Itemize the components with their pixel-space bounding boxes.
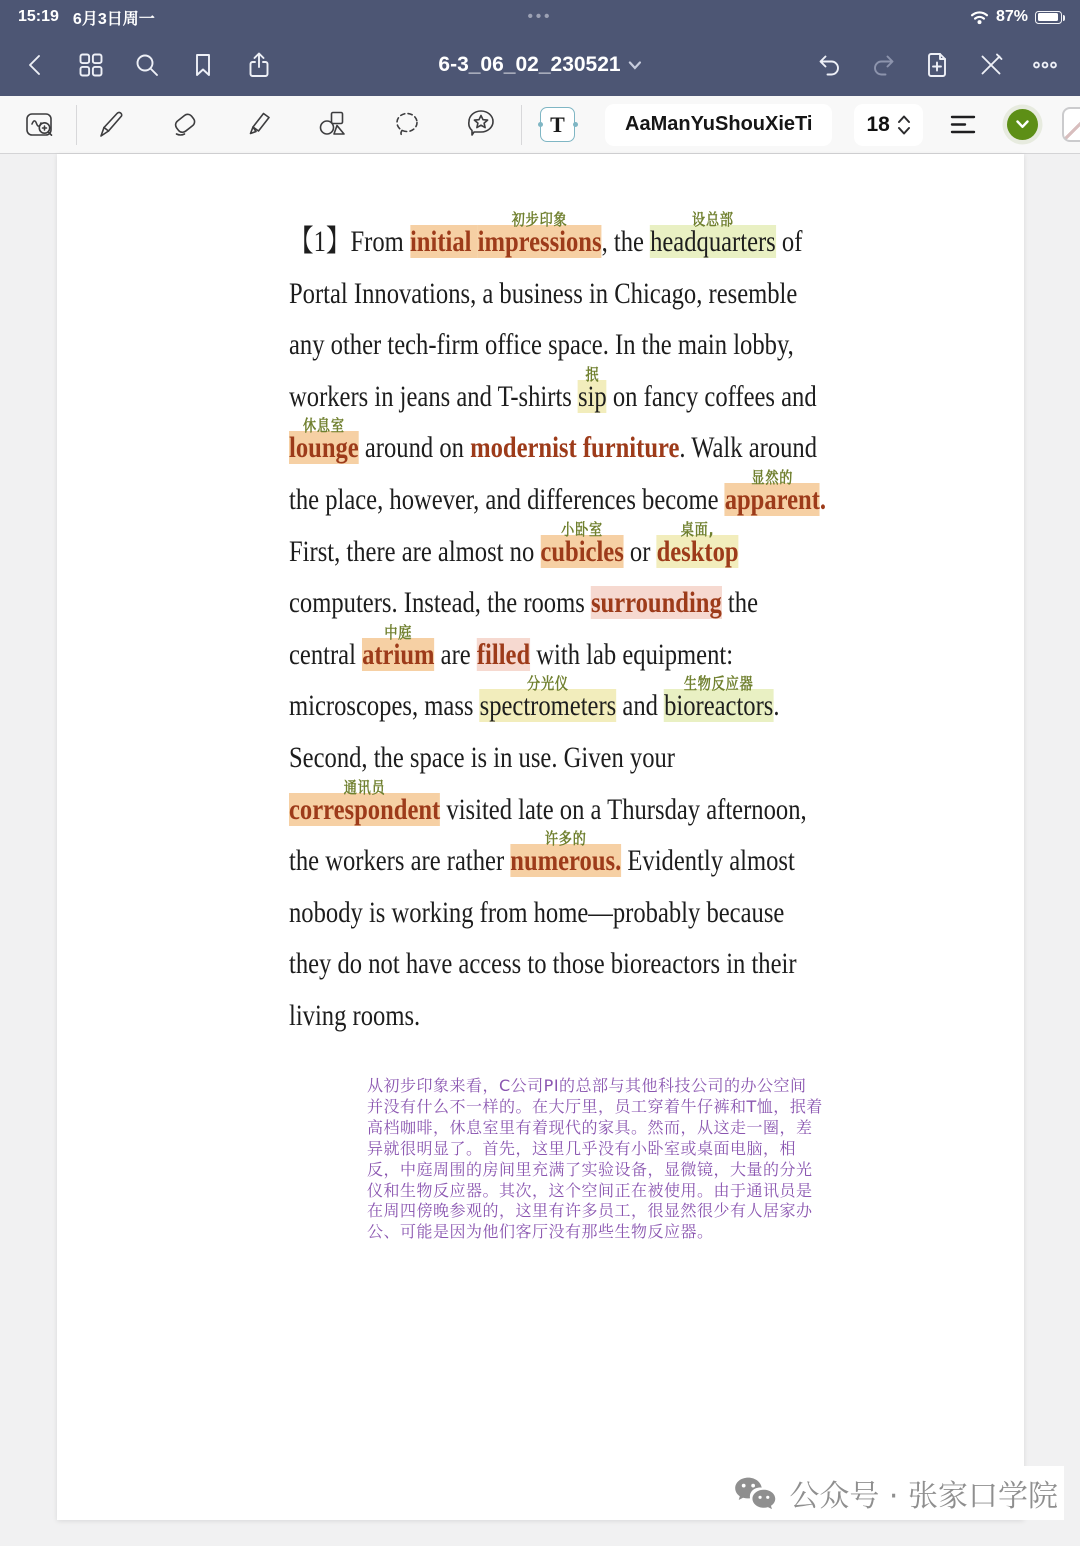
- handwritten-annotation: 初步印象: [511, 210, 568, 229]
- nav-left: [20, 50, 274, 80]
- bookmark-button[interactable]: [188, 50, 218, 80]
- text-run: .: [819, 482, 827, 516]
- document-title-label: 6-3_06_02_230521: [438, 53, 621, 76]
- pen-tool[interactable]: [93, 107, 129, 143]
- document-line: [289, 990, 826, 1042]
- handwritten-annotation: 生物反应器: [683, 674, 754, 694]
- text-run: they do not have access to those bioreactors in their: [289, 947, 797, 981]
- text-run: visited late on a Thursday afternoon,: [440, 792, 807, 826]
- text-run: , the: [601, 225, 651, 258]
- text-run: Portal Innovations, a business in Chicago, resemble: [289, 276, 798, 310]
- multitask-dots-icon[interactable]: •••: [527, 8, 553, 25]
- text-run: atrium 中庭: [362, 622, 435, 671]
- text-run: with lab equipment:: [530, 637, 734, 671]
- handwritten-annotation: 显然的: [751, 467, 794, 487]
- font-name-button[interactable]: [605, 104, 832, 146]
- handwritten-annotation: 小卧室: [561, 519, 604, 539]
- handwritten-annotation: 设总部: [691, 210, 734, 229]
- text-run: Evidently almost: [621, 844, 795, 878]
- handwritten-annotation: 抿: [585, 364, 600, 384]
- document-line: [289, 938, 826, 990]
- stepper-chevrons-icon: [897, 114, 911, 136]
- translation-line: 从初步印象来看，C公司PI的总部与其他科技公司的办公空间: [367, 1076, 807, 1095]
- shapes-tool[interactable]: [315, 107, 351, 143]
- thumbnails-button[interactable]: [76, 50, 106, 80]
- translation-line: 异就很明显了。首先，这里几乎没有小卧室或桌面电脑，相: [367, 1138, 797, 1158]
- text-run: surrounding: [590, 586, 722, 620]
- text-run: microscopes, mass: [289, 689, 480, 723]
- nav-right: [814, 50, 1060, 80]
- document-line: [289, 467, 827, 526]
- text-run: living rooms.: [289, 998, 421, 1032]
- text-run: sip 抿: [578, 364, 607, 413]
- text-run: of: [775, 225, 803, 258]
- document-title[interactable]: [438, 53, 641, 77]
- battery-percent: 87%: [995, 8, 1028, 25]
- text-run: .: [773, 689, 780, 723]
- font-size-value: 18: [866, 112, 890, 136]
- handwritten-annotation: 许多的: [544, 829, 587, 849]
- text-run: workers in jeans and T-shirts: [289, 379, 579, 413]
- text-run: around on: [358, 431, 471, 465]
- text-run: apparent 显然的: [724, 467, 820, 516]
- document-line: [289, 210, 826, 268]
- document-line: [289, 732, 826, 784]
- text-run: initial: [409, 225, 478, 258]
- handwritten-annotation: 分光仪: [527, 674, 569, 694]
- text-run: on fancy coffees and: [606, 379, 817, 413]
- translation-line: 公、可能是因为他们客厅没有那些生物反应器。: [367, 1222, 714, 1242]
- pencil-toggle-button[interactable]: [976, 50, 1006, 80]
- document-line: [289, 577, 826, 629]
- text-run: spectrometers 分光仪: [479, 674, 617, 723]
- text-run: cubicles 小卧室: [540, 519, 624, 568]
- date: 6月3日周一: [72, 10, 155, 28]
- lasso-tool[interactable]: [389, 107, 425, 143]
- text-run: . Walk around: [679, 431, 818, 465]
- share-button[interactable]: [244, 50, 274, 80]
- clock: 15:19: [18, 8, 59, 25]
- document-line: [289, 622, 826, 681]
- status-bar: [0, 0, 1080, 34]
- edit-toolbar: [0, 96, 1080, 154]
- fill-color-swatch[interactable]: [1062, 107, 1080, 142]
- note-canvas: [0, 154, 1080, 1546]
- chevron-down-icon: [629, 61, 642, 70]
- nav-bar: [0, 34, 1080, 96]
- text-tool[interactable]: T: [540, 107, 575, 142]
- text-run: modernist furniture: [470, 431, 680, 465]
- watermark-text: 公众号 · 张家口学院: [789, 1479, 1058, 1514]
- text-run: impressions 初步印象: [477, 210, 602, 258]
- paragraph-style-button[interactable]: [945, 107, 981, 143]
- document-line: [289, 268, 826, 320]
- battery-icon: [1035, 11, 1062, 24]
- document-line: [289, 887, 826, 939]
- text-run: the: [721, 586, 758, 620]
- font-name-label: AaManYuShouXieTi: [625, 113, 813, 135]
- document-line: [289, 319, 826, 371]
- chevron-down-icon: [1016, 120, 1029, 129]
- text-run: the workers are rather: [289, 844, 511, 878]
- text-run: desktop 桌面,: [656, 519, 739, 568]
- text-run: central: [289, 637, 363, 671]
- wifi-icon: [970, 10, 989, 25]
- text-run: bioreactors 生物反应器: [664, 674, 774, 723]
- text-run: correspondent 通讯员: [289, 777, 441, 826]
- handwritten-annotation: 通讯员: [343, 777, 386, 797]
- top-bars: [0, 0, 1080, 96]
- font-size-stepper[interactable]: [854, 104, 922, 146]
- text-run: lounge 休息室: [289, 416, 359, 465]
- status-left: [18, 6, 155, 29]
- translation-line: 仪和生物反应器。其次，这个空间正在被使用。由于通讯员是: [367, 1180, 813, 1200]
- text-run: 【1】From: [289, 225, 410, 258]
- text-run: Second, the space is in use. Given your: [289, 740, 676, 774]
- zoom-window-tool[interactable]: [22, 107, 58, 143]
- text-run: or: [623, 534, 657, 568]
- document-line: [289, 416, 826, 474]
- wechat-icon: [733, 1475, 777, 1511]
- document-line: [289, 364, 826, 423]
- handwritten-annotation: 中庭: [384, 622, 413, 642]
- document-line: [289, 519, 826, 578]
- document-line: [289, 777, 826, 836]
- handwritten-annotation: 桌面,: [680, 519, 715, 539]
- text-run: are: [434, 637, 477, 671]
- eraser-tool[interactable]: [167, 107, 203, 143]
- document-line: [289, 674, 826, 732]
- text-run: and: [616, 689, 665, 723]
- add-page-button[interactable]: [922, 50, 952, 80]
- text-color-button[interactable]: [1007, 109, 1038, 140]
- back-button[interactable]: [20, 50, 50, 80]
- search-button[interactable]: [132, 50, 162, 80]
- translation-line: 反，中庭周围的房间里充满了实验设备，显微镜，大量的分光: [367, 1159, 813, 1179]
- text-run: headquarters 设总部: [650, 210, 776, 258]
- status-right: [970, 8, 1062, 26]
- text-run: computers. Instead, the rooms: [289, 586, 591, 620]
- translation-text: [367, 1076, 827, 1243]
- text-run: nobody is working from home—probably because: [289, 895, 785, 929]
- text-run: numerous. 许多的: [510, 829, 622, 878]
- translation-line: 并没有什么不一样的。在大厅里，员工穿着牛仔裤和T恤，抿着: [367, 1096, 823, 1116]
- stickers-tool[interactable]: [463, 107, 499, 143]
- more-button[interactable]: [1030, 50, 1060, 80]
- document-text: [289, 210, 827, 1042]
- note-page[interactable]: [57, 154, 1024, 1520]
- translation-line: 高档咖啡，休息室里有着现代的家具。然而，从这走一圈，差: [367, 1117, 813, 1137]
- undo-button[interactable]: [814, 50, 844, 80]
- text-run: the place, however, and differences become: [289, 482, 725, 516]
- text-run: any other tech-firm office space. In the main lobby,: [289, 328, 794, 362]
- watermark: [707, 1466, 1064, 1520]
- translation-line: 在周四傍晚参观的，这里有许多员工，很显然很少有人居家办: [367, 1201, 813, 1221]
- document-line: [289, 829, 826, 887]
- highlighter-tool[interactable]: [241, 107, 277, 143]
- redo-button[interactable]: [868, 50, 898, 80]
- handwritten-annotation: 休息室: [302, 416, 345, 436]
- text-run: First, there are almost no: [289, 534, 541, 568]
- text-run: filled: [476, 637, 531, 671]
